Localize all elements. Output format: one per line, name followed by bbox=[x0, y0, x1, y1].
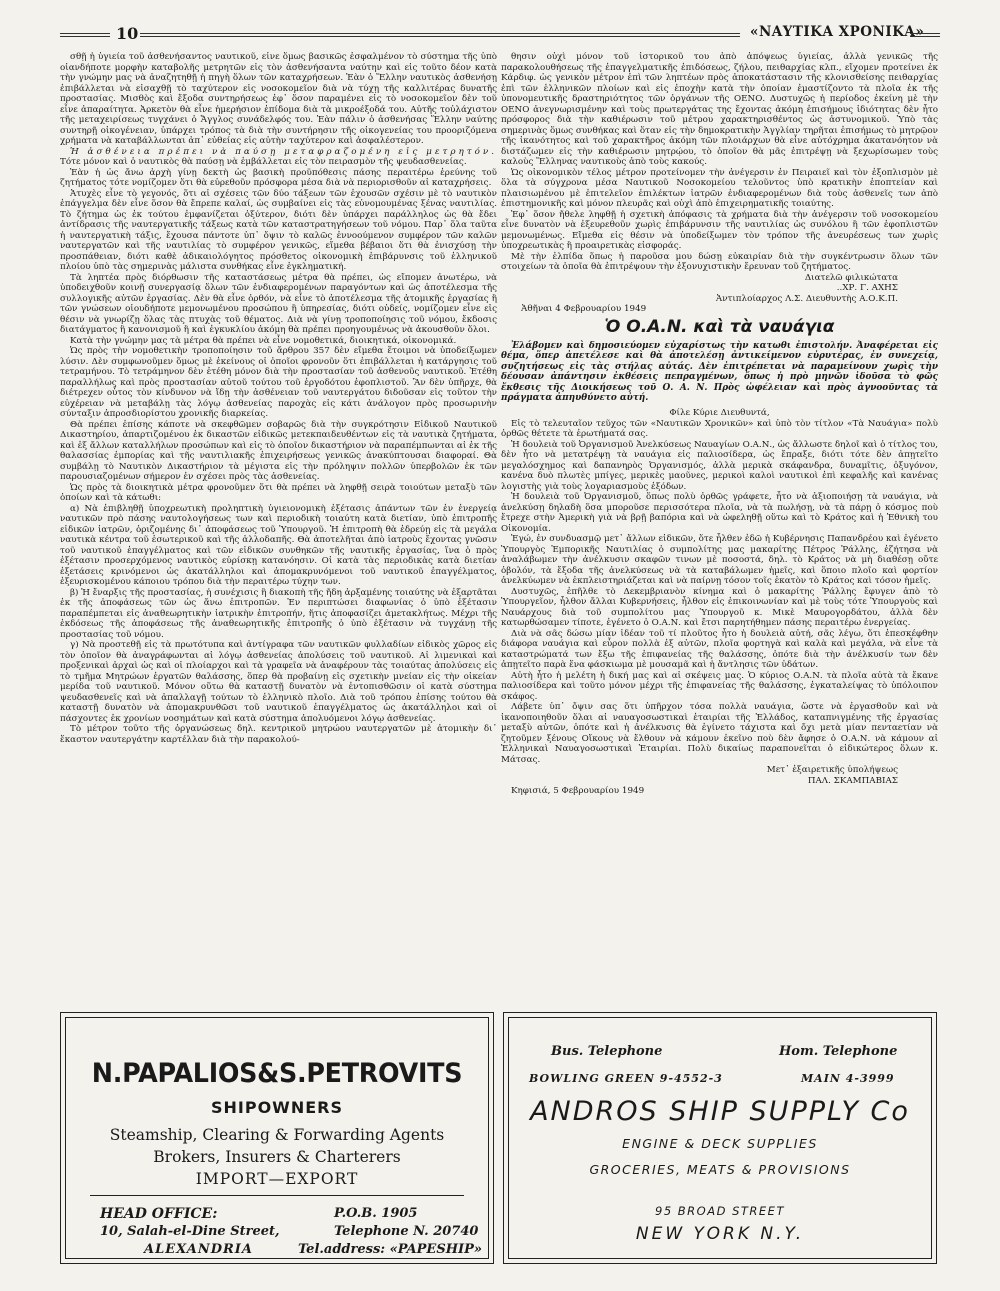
paragraph: Ἐὰν ἡ ὡς ἄνω ἀρχὴ γίνῃ δεκτὴ ὡς βασικὴ προϋπόθεσις πάσης περαιτέρω ἐρεύνης τοῦ ζητήματος τότε νομίζομεν ὅτι θὰ εὑρεθοῦν πρόσφορα μέσα διὰ νὰ περιορισθοῦν αἱ καταχρήσεις. bbox=[60, 167, 497, 188]
ad-service-line: IMPORT—EXPORT bbox=[195, 1170, 359, 1188]
letter-place-date: Κηφισιά, 5 Φεβρουαρίου 1949 bbox=[511, 786, 645, 797]
ad-company-name: ANDROS SHIP SUPPLY Co bbox=[530, 1096, 910, 1127]
ad-inner-border bbox=[65, 1017, 489, 1259]
ad-service-line: Steamship, Clearing & Forwarding Agents bbox=[109, 1126, 445, 1144]
letter-closing: Μετ᾽ ἐξαιρετικῆς ὑπολήψεως bbox=[766, 765, 898, 776]
left-column bbox=[60, 52, 497, 1010]
header-rule-right bbox=[910, 33, 940, 37]
ad-bus-number: BOWLING GREEN 9-4552-3 bbox=[529, 1072, 723, 1085]
ad-service-line: ENGINE & DECK SUPPLIES bbox=[622, 1136, 818, 1151]
ad-po-box: P.O.B. 1905 bbox=[334, 1206, 418, 1221]
ad-subtitle: SHIPOWNERS bbox=[210, 1098, 343, 1117]
letter-paragraph: Λάβετε ὑπ᾽ ὄψιν σας ὅτι ὑπῆρχον τόσα πολλὰ ναυάγια, ὥστε νὰ ἐργασθοῦν καὶ νὰ ἱκανοποιηθοῦν ὅλαι αἱ ναυαγοσωστικαὶ ἑταιρίαι τῆς Ἑλλάδος, καταπνιγμένης τῆς ἐργασίας μεταξὺ αὐτῶν, ὁπότε καὶ ἡ ἀνέλκυσις θὰ ἐγίνετο τάχιστα καὶ ὄχι μετὰ μίαν πενταετίαν νὰ ζητοῦμεν ξένους Οἴκους νὰ ἔλθουν νὰ κάμουν ἐκεῖνο ποὺ δὲν ἄφησε ὁ Ο.Α.Ν. νὰ κάμουν αἱ Ἑλληνικαὶ Ναυαγοσωστικαὶ Ἑταιρίαι. Πολὺ δικαίως παραπονεῖται ὁ εἰδικώτερος ὅλων κ. Μάτσας. bbox=[501, 702, 938, 765]
paragraph: Τὸ μέτρον τοῦτο τῆς ὀργανώσεως δηλ. κεντρικοῦ μητρώου ναυτεργατῶν μὲ ἀτομικὴν δι᾽ ἕκαστον ναυτεργάτην καρτέλλαν διὰ τὴν παρακολού- bbox=[60, 724, 497, 745]
paragraph: Θὰ πρέπει ἐπίσης κάποτε νὰ σκεφθῶμεν σοβαρῶς διὰ τὴν συγκρότησιν Εἰδικοῦ Ναυτικοῦ Δικαστηρίου, ἀπαρτιζομένου ἐκ δικαστῶν εἰδικῶς μετεκπαιδευθέντων εἰς τὰ ναυτικὰ ζητήματα, καὶ ἐξ ἄλλων καταλλήλων προσώπων καὶ εἰς τὸ ὁποῖον δικαστήριον νὰ παραπέμπωνται αἱ ἐκ τῆς θαλασσίας ἐμπορίας καὶ τῆς ναυτιλιακῆς ἐπιχειρήσεως γενικῶς ἀνακύπτουσαι διαφοραί. Θὰ συμβάλῃ τὸ Ναυτικὸν Δικαστήριον τὰ μέγιστα εἰς τὴν πρόληψιν πολλῶν ὑπερβολῶν ἐκ τῶν παρουσιαζομένων σήμερον ἐν σχέσει πρὸς τὰς ἀσθενείας. bbox=[60, 419, 497, 482]
right-column bbox=[501, 52, 938, 972]
ad-service-line: GROCERIES, MEATS & PROVISIONS bbox=[589, 1162, 851, 1177]
advertisement-papalios bbox=[60, 1012, 494, 1264]
ad-company-name: N.PAPALIOS&S.PETROVITS bbox=[91, 1058, 463, 1089]
signature-name: ..ΧΡ. Γ. ΑΧΗΣ bbox=[836, 283, 898, 293]
paragraph: β) Ἡ ἔναρξις τῆς προστασίας, ἡ συνέχισις ἢ διακοπὴ τῆς ἤδη ἀρξαμένης τοιαύτης νὰ ἐξαρτᾶται ἐκ τῆς ἀποφάσεως τῶν ὡς ἄνω ἐπιτροπῶν. Ἐν περιπτώσει διαφωνίας ὁ ὑπὸ ἐξέτασιν παραπέμπεται εἰς ἀναθεωρητικὴν ἰατρικὴν ἐπιτροπήν, ἥτις ἀποφασίζει ἀμετακλήτως. Μέχρι τῆς ἐκδόσεως τῆς ἀποφάσεως τῆς ἀναθεωρητικῆς ἐπιτροπῆς ὁ ὑπὸ ἐξέτασιν νὰ τυγχάνῃ τῆς προστασίας τοῦ νόμου. bbox=[60, 587, 497, 640]
advertisement-andros bbox=[503, 1012, 937, 1264]
paragraph: Μὲ τὴν ἐλπίδα ὅπως ἡ παροῦσα μου δώσῃ εὐκαιρίαν διὰ τὴν συγκέντρωσιν ὅλων τῶν στοιχείων τὰ ὁποῖα θὰ ἐπιτρέψουν τὴν ἐξονυχιστικὴν ἔρευναν τοῦ ζητήματος. bbox=[501, 251, 938, 272]
ad-bus-telephone-label: Bus. Telephone bbox=[551, 1044, 663, 1059]
paragraph: Τὰ ληπτέα πρὸς διόρθωσιν τῆς καταστάσεως μέτρα θὰ πρέπει, ὡς εἴπομεν ἀνωτέρω, νὰ ὑποδειχθοῦν κοινῇ συνεργασίᾳ ὅλων τῶν ἐνδιαφερομένων παραγόντων καὶ ὡς ἀποτέλεσμα τῆς συλλογικῆς αὐτῶν ἐργασίας. Δὲν θὰ εἶνε ὀρθόν, νὰ εἶνε τὸ ἀποτέλεσμα τῆς ἀτομικῆς ἐργασίας ἢ τῶν γνώσεων οἱουδήποτε μεμονωμένου προσώπου ἢ ὑπηρεσίας, διότι οὐδείς, νομίζομεν εἶνε εἰς θέσιν νὰ γνωρίζῃ ὅλας τὰς πτυχὰς τοῦ θέματος. Διὰ νὰ γίνῃ τροποποίησις τοῦ νόμου, ἔκδοσις διατάγματος ἢ κανονισμοῦ ἢ καὶ ἐγκυκλίου ἀκόμη θὰ πρέπει προηγουμένως νὰ ἀκουσθοῦν ὅλοι. bbox=[60, 272, 497, 335]
ad-hom-number: MAIN 4-3999 bbox=[801, 1072, 895, 1085]
paragraph: Ὡς πρὸς τὴν νομοθετικὴν τροποποίησιν τοῦ ἄρθρου 357 δὲν εἴμεθα ἕτοιμοι νὰ ὑποδείξωμεν λύσιν. Δὲν συμφωνοῦμεν ὅμως μὲ ἐκείνους οἱ ὁποῖοι φρονοῦν ὅτι ἐπιβάλλεται ἡ κατάργησις τοῦ τετραμήνου. Τὸ τετράμηνον δὲν ἐτέθη μόνον διὰ τὴν προστασίαν τοῦ ἀσθενοῦς ναυτικοῦ. Ἐτέθη παραλλήλως καὶ πρὸς προστασίαν αὐτοῦ τούτου τοῦ ἐργοδότου ἐφοπλιστοῦ. Ἂν δὲν ὑπῆρχε, θὰ διέτρεχεν οὗτος τὸν κίνδυνον νὰ ἴδῃ τὴν ἀσθένειαν τοῦ ναυτεργάτου διδοῦσαν εἰς τοῦτον τὴν εὐχέρειαν νὰ μεταβάλῃ τὰς λόγῳ ἀσθενείας παροχὰς εἰς κάτι ἀνάλογον πρὸς προσωρινὴν σύνταξιν ἀπροσδιορίστου χρονικῆς διαρκείας. bbox=[60, 346, 497, 419]
page-number: 10 bbox=[116, 24, 139, 43]
ad-address: 95 BROAD STREET bbox=[655, 1204, 785, 1218]
paragraph: Ἐφ᾽ ὅσον ἤθελε ληφθῇ ἡ σχετικὴ ἀπόφασις τὰ χρήματα διὰ τὴν ἀνέγερσιν τοῦ νοσοκομείου εἶνε δυνατὸν νὰ ἐξευρεθοῦν χωρὶς ἐπιβάρυνσιν τῆς ναυτιλίας ὡς συνόλου ἢ τῶν ἐφοπλιστῶν μεμονωμένως. Εἴμεθα εἰς θέσιν νὰ ὑποδείξωμεν τὸν τρόπον τῆς ἀνευρέσεως των χωρὶς ὑποχρεωτικὰς ἢ προαιρετικὰς εἰσφοράς. bbox=[501, 209, 938, 251]
signature-title: Ἀντιπλοίαρχος Λ.Σ. Διευθυντὴς Α.Ο.Κ.Π. bbox=[715, 293, 898, 304]
header-rule-middle bbox=[140, 33, 740, 37]
ad-hom-telephone-label: Hom. Telephone bbox=[779, 1044, 898, 1059]
paragraph: γ) Νὰ προστεθῇ εἰς τὰ πρωτότυπα καὶ ἀντίγραφα τῶν ναυτικῶν φυλλαδίων εἰδικὸς χῶρος εἰς τὸν ὁποῖον θὰ ἀναγράφωνται αἱ λόγῳ ἀσθενείας ἀπολύσεις τοῦ ναυτικοῦ. Αἱ λιμενικαὶ καὶ προξενικαὶ ἀρχαὶ ὡς καὶ οἱ πλοίαρχοι καὶ τὰ γραφεῖα νὰ ἀναφέρουν τὰς τοιαύτας ἀπολύσεις εἰς τὸ τμῆμα Μητρώων ἐργατῶν θαλάσσης, ὅπερ θὰ προβαίνῃ εἰς σχετικὴν μνείαν εἰς τὴν οἰκείαν μερίδα τοῦ ναυτικοῦ. Μόνον οὕτω θὰ καταστῇ δυνατὸν νὰ ἐντοπισθῶσιν οἱ κατὰ σύστημα ψευδασθενεῖς καὶ νὰ ἀπαλλαγῇ τούτων τὸ ἑλληνικὸ πλοῖο. Διὰ τοῦ τρόπου ἐπίσης τούτου θὰ καταστῇ δυνατὸν νὰ ἀπομακρυνθῶσι τοῦ ναυτικοῦ ἐπαγγέλματος ὡς ἀκατάλληλοι καὶ οἱ πάσχοντες ἐκ χρονίων νοσημάτων καὶ κατὰ σύστημα ἀπολυόμενοι λόγῳ ἀσθενείας. bbox=[60, 640, 497, 724]
article-title: Ὁ Ο.Α.Ν. καὶ τὰ ναυάγια bbox=[604, 316, 835, 337]
spaced-phrase: Ἡ ἀσθένεια πρέπει νὰ παύσῃ μεταφραζομένη εἰς μετρητόν. bbox=[70, 146, 497, 157]
paragraph: Ὡς πρὸς τὰ διοικητικὰ μέτρα φρονοῦμεν ὅτι θὰ πρέπει νὰ ληφθῇ σειρὰ τοιούτων μεταξὺ τῶν ὁποίων καὶ τὰ κάτωθι: bbox=[60, 482, 497, 503]
paragraph: Κατὰ τὴν γνώμην μας τὰ μέτρα θὰ πρέπει νὰ εἶνε νομοθετικά, διοικητικά, οἰκονομικά. bbox=[70, 335, 457, 346]
paragraph: Ὡς οἰκονομικὸν τέλος μέτρον προτείνομεν τὴν ἀνέγερσιν ἐν Πειραιεῖ καὶ τὸν ἐξοπλισμὸν μὲ ὅλα τὰ σύγχρονα μέσα Ναυτικοῦ Νοσοκομείου τελοῦντος ὑπὸ κρατικὴν ἐποπτείαν καὶ πλαισιωμένου μὲ ἐπιτελεῖον ἐπιλέκτων ἰατρῶν ἐνδιαφερομένων διὰ τοὺς ἀσθενεῖς των ἀπὸ ἐπιστημονικῆς καὶ μόνον πλευρᾶς καὶ οὐχὶ ἀπὸ ἐπιχειρηματικῆς τοιαύτης. bbox=[501, 167, 938, 209]
letter-paragraph: Ἡ δουλειὰ τοῦ Ὀργανισμοῦ Ἀνελκύσεως Ναυαγίων Ο.Α.Ν., ὡς ἄλλωστε δηλοῖ καὶ ὁ τίτλος του, δὲν ἦτο νὰ μετατρέψῃ τὰ ναυάγια εἰς παλιοσίδερα, ὡς ἔπραξε, διότι τότε δὲν ἀπῃτεῖτο μεγαλόσχημος καὶ δαπανηρὸς Ὀργανισμός, ἀλλὰ μερικὰ σκάφανδρα, δυναμῖτις, ὀξυγόνον, κανένα δυὸ πλωτὲς μπίγες, μερικὲς μαοῦνες, μερικοὶ καλοὶ ναυτικοὶ ἐπὶ κεφαλῆς καὶ κανένας λογιστὴς γιὰ τοὺς λογαριασμοὺς ἐξόδων. bbox=[501, 439, 938, 492]
letter-paragraph: Αὐτὴ ἦτο ἡ μελέτη ἡ δική μας καὶ αἱ σκέψεις μας. Ὁ κύριος Ο.Α.Ν. τὰ πλοῖα αὐτὰ τὰ ἔκανε παλιοσίδερα καὶ τοῦτο μόνον μέχρι τῆς ἐπιφανείας τῆς θαλάσσης, ἐγκαταλείψας τὸ ὑπόλοιπον σκάφος. bbox=[501, 670, 938, 702]
salutation: Φίλε Κύριε Διευθυντά, bbox=[669, 408, 770, 419]
letter-paragraph: Δυστυχῶς, ἐπῆλθε τὸ Δεκεμβριανὸν κίνημα καὶ ὁ μακαρίτης Ῥάλλης ἔφυγεν ἀπὸ τὸ Ὑπουργεῖον, ἦλθον ἄλλαι Κυβερνήσεις, ἦλθον εἰς ἐπικοινωνίαν καὶ μὲ τοὺς τότε Ὑπουργοὺς καὶ Ναυάρχους διὰ τοῦ συμπολίτου μας Ὑπουργοῦ κ. Μικὲ Μαυρογορδάτου, ἀλλὰ δὲν κατωρθώσαμεν τίποτε, ἐγένετο ὁ Ο.Α.Ν. καὶ ἔτσι παρητήθημεν πάσης περαιτέρω ἐνεργείας. bbox=[501, 586, 938, 629]
ad-divider bbox=[90, 1195, 464, 1196]
letter-paragraph: Ἐγώ, ἐν συνδυασμῷ μετ᾽ ἄλλων εἰδικῶν, ὅτε ἦλθεν ἐδῶ ἡ Κυβέρνησις Παπανδρέου καὶ ἐγένετο Ὑπουργὸς Ἐμπορικῆς Ναυτιλίας ὁ συμπολίτης μας μακαρίτης Πέτρος Ῥάλλης, ἐζήτησα νὰ ἀναλάβωμεν τὴν ἀνέλκυσιν σκαφῶν τινων μὲ ποσοστά, δηλ. τὸ Κράτος νὰ μὴ διαθέσῃ οὔτε ὀβολόν, τὰ ἔξοδα τῆς ἀνελκύσεως νὰ τὰ καταβάλωμεν ἡμεῖς, καὶ ὅποιο πλοῖο καὶ φορτίον ἀνελκύωμεν νὰ ἐκπλειστηριάζεται καὶ νὰ παίρνῃ τόσον τοῖς ἑκατὸν τὸ Κράτος καὶ τόσον ἡμεῖς. bbox=[501, 534, 938, 587]
signature-closing: Διατελῶ φιλικώτατα bbox=[804, 272, 898, 283]
signature-place-date: Ἀθῆναι 4 Φεβρουαρίου 1949 bbox=[521, 304, 647, 314]
paragraph-continuation: Τότε μόνον καὶ ὁ ναυτικὸς θὰ παύσῃ νὰ ἐμβάλλεται εἰς τὸν πειρασμὸν τῆς ψευδασθενείας. bbox=[60, 157, 467, 167]
ad-city: ALEXANDRIA bbox=[144, 1242, 253, 1257]
ad-street: 10, Salah-el-Dine Street, bbox=[100, 1224, 280, 1239]
paragraph: Ἀτυχὲς εἶνε τὸ γεγονός, ὅτι αἱ σχέσεις τῶν δύο τάξεων τῶν ἐχουσῶν σχέσιν μὲ τὸ ναυτικὸν ἐπάγγελμα δὲν εἶνε ὅσον θὰ ἔπρεπε καλαί, ὡς συμβαίνει εἰς τὰς εὐνομουμένας ξένας ναυτιλίας. Τὸ ζήτημα ὡς ἐκ τούτου ἐμφανίζεται ὀξύτερον, διότι δὲν ὑπάρχει παράλληλος ὡς θὰ ἔδει ἀντίδρασις τῆς ναυτεργατικῆς τάξεως κατὰ τῶν καταστρατηγήσεων τοῦ νόμου. Παρ᾽ ὅλα ταῦτα ἡ ναυτεργατικὴ τάξις, ἔχουσα πάντοτε ὑπ᾽ ὄψιν τὸ καλῶς ἐννοούμενον συμφέρον τῶν καλῶν ναυτεργατῶν καὶ τῆς ναυτιλίας τὸ συμφέρον γενικῶς, εἴμεθα βέβαιοι ὅτι θὰ ἐνισχύσῃ τὴν προσπάθειαν, διότι καθὲ ἀδικαιολόγητος πρόσθετος οἰκονομικὴ ἐπιβάρυνσις τοῦ ἑλληνικοῦ πλοίου ὑπὸ τὰς σημερινὰς μάλιστα συνθήκας εἶνε ἐγκληματική. bbox=[60, 188, 497, 272]
paragraph-spaced bbox=[60, 147, 497, 168]
paragraph: θησιν οὐχὶ μόνον τοῦ ἱστορικοῦ του ἀπὸ ἀπόψεως ὑγιείας, ἀλλὰ γενικῶς τῆς παρακολουθήσεως τῆς ἐπαγγελματικῆς ἐπιδόσεως, ζήλου, πειθαρχίας κλπ., εἴχομεν προτείνει ἐκ Κάρδιφ. ὡς γενικὸν μέτρον ἐπὶ τῶν ληπτέων πρὸς ἀποκατάστασιν τῆς κλονισθείσης πειθαρχίας ἐπὶ τῶν ἑλληνικῶν πλοίων καὶ εἰς ἐποχὴν κατὰ τὴν ὁποίαν ἐμαστίζοντο τὰ πλοῖα ἐκ τῆς ὑπονομευτικῆς δραστηριότητος τῶν ὀργάνων τῆς ΟΕΝΟ. Δυστυχῶς ἡ περίοδος ἐκείνη μὲ τὴν ΟΕΝΟ ἀνεγνωρισμένην καὶ τοὺς πρωτεργάτας της ἔχοντας ἀκόμη ἐπισήμους ἰδιότητας δὲν ἦτο πρόσφορος διὰ τὴν καθιέρωσιν τοῦ μέτρου χαρακτηρισθέντος ὡς ἀστυνομικοῦ. Ὑπὸ τὰς σημερινὰς ὅμως συνθήκας καὶ ὅταν εἰς τὴν δημοκρατικὴν Ἀγγλίαν τηρῆται ἐπισήμως τὸ μητρῷον τῆς ἱκανότητος καὶ τοῦ χαρακτῆρος ἀκόμη τῶν πλοιάρχων θὰ εἶνε αὐτόχρημα ἀκατανόητον νὰ διστάζωμεν εἰς τὴν καθιέρωσιν μητρῴου, τὸ ὁποῖον θὰ μᾶς ἐπιτρέψῃ νὰ ξεχωρίσωμεν τοὺς καλοὺς Ἕλληνας ναυτικοὺς ἀπὸ τοὺς κακούς. bbox=[501, 52, 938, 167]
letter-name: ΠΑΛ. ΣΚΑΜΠΑΒΙΑΣ bbox=[807, 775, 898, 786]
ad-city: NEW YORK N.Y. bbox=[635, 1224, 805, 1244]
page-header bbox=[60, 24, 940, 46]
paragraph: α) Νὰ ἐπιβληθῇ ὑποχρεωτικὴ προληπτικὴ ὑγιειονομικὴ ἐξέτασις ἁπάντων τῶν ἐν ἐνεργείᾳ ναυτικῶν πρὸ πάσης ναυτολογήσεως των καὶ περιοδικὴ τοιαύτη κατὰ διετίαν, ὑπὸ ἐπιτροπῆς εἰδικῶν ἰατρῶν, ὁριζομένης δι᾽ ἀποφάσεως τοῦ Ὑπουργοῦ. Ἡ ἐπιτροπὴ θὰ ἑδρεύῃ εἰς τὰ μεγάλα ναυτικὰ κέντρα τοῦ ἐσωτερικοῦ καὶ τῆς ἀλλοδαπῆς. Θὰ ἀποτελῆται ἀπὸ ἰατροὺς ἔχοντας γνῶσιν τοῦ ναυτικοῦ ἐπαγγέλματος καὶ τῶν εἰδικῶν συνθηκῶν τῆς ναυτικῆς ἐργασίας, ἵνα ὁ πρὸς ἐξέτασιν προσερχόμενος ναυτικὸς εὑρίσκῃ κατανόησιν. Οἱ κατὰ τὰς περιοδικὰς κατὰ διετίαν ἐξετάσεις κρινόμενοι ὡς ἀκατάλληλοι καὶ ἀπομακρυνόμενοι τοῦ ναυτικοῦ ἐπαγγέλματος, ἐξευρισκομένου κάποιου τρόπου διὰ τὴν περαιτέρω τύχην των. bbox=[60, 503, 497, 587]
paragraph: σθῇ ἡ ὑγιεία τοῦ ἀσθενήσαντος ναυτικοῦ, εἶνε ὅμως βασικῶς ἐσφαλμένον τὸ σύστημα τῆς ὑπὸ οἱανδήποτε μορφὴν καταβολῆς μετρητῶν εἰς τὸν ἀσθενήσαντα ναύτην καὶ εἰς τοῦτο δέον κατὰ τὴν γνώμην μας νὰ ἀναζητηθῇ ἡ πηγὴ ὅλων τῶν καταχρήσεων. Ἐὰν ὁ Ἕλλην ναυτικὸς ἀσθενήσῃ ἐπιβάλλεται νὰ εἰσαχθῇ τὸ ταχύτερον εἰς νοσοκομεῖον διὰ νὰ τύχῃ τῆς καλλιτέρας δυνατῆς προστασίας. Μισθὸς καὶ ἔξοδα συντηρήσεως ἐφ᾽ ὅσον παραμένει εἰς τὸ νοσοκομεῖον δὲν τοῦ εἶνε ἀπαραίτητα. Ἀρκετὸν θὰ εἶνε ἡμερήσιον ἐπίδομα διὰ τὰ μικροέξοδά του. Αὐτῆς τοὐλάχιστον τῆς μεταχειρίσεως τυγχάνει ὁ Ἄγγλος συνάδελφός του. Ἐὰν πάλιν ὁ ἀσθενήσας Ἕλλην ναύτης συντηρῇ οἰκογένειαν, ὑπάρχει τρόπος τὰ διὰ τὴν συντήρησιν τῆς οἰκογενείας του προοριζόμενα χρήματα νὰ καταβάλλωνται ἀπ᾽ εὐθείας εἰς αὐτὴν ταχύτερον καὶ ἀσφαλέστερον. bbox=[60, 52, 497, 146]
letter-paragraph: Ἡ δουλειὰ τοῦ Ὀργανισμοῦ, ὅπως πολὺ ὀρθῶς γράφετε, ἦτο νὰ ἀξιοποιήσῃ τὰ ναυάγια, νὰ ἀνελκύσῃ δηλαδὴ ὅσα μποροῦσε περισσότερα πλοῖα, νὰ τὰ πωλήσῃ, νὰ τὰ πάρῃ ὁ κόσμος ποὺ ἔτρεχε στὴν Ἀμερικὴ γιὰ νὰ βρῇ βαπόρια καὶ νὰ ὠφεληθῇ οὕτω καὶ τὸ Κράτος καὶ ἡ Ἐθνικὴ του Οἰκονομία. bbox=[501, 492, 938, 534]
ad-service-line: Brokers, Insurers & Charterers bbox=[153, 1148, 401, 1166]
article-intro: Ἐλάβομεν καὶ δημοσιεύομεν εὐχαρίστως τὴν κατωθι ἐπιστολήν. Ἀναφέρεται εἰς θέμα, ὅπερ ἀπετέλεσε καὶ θὰ ἀποτελέσῃ ἀντικείμενον εὐρυτέρας, ἐν συνεχείᾳ, συζητήσεως εἰς τὰς στήλας αὐτάς. Δὲν ἐπιτρέπεται νὰ παραμείνουν χωρὶς τὴν δέουσαν ἀπάντησιν ἐκθέσεις πεπραγμένων, ὅπως ἡ πρὸ μηνῶν ἰδοῦσα τὸ φῶς ἔκθεσις τῆς Διοικήσεως τοῦ Ο. Α. Ν. Πρὸς ὠφέλειαν καὶ πρὸς ἀγνοοῦντας τὰ πράγματα ἀπηυθύνετο αὐτή. bbox=[501, 340, 938, 404]
letter-paragraph: Εἰς τὸ τελευταῖον τεῦχος τῶν «Ναυτικῶν Χρονικῶν» καὶ ὑπὸ τὸν τίτλον «Τὰ Ναυάγια» πολὺ ὀρθῶς θέτετε τὰ ἐρωτήματά σας. bbox=[501, 418, 938, 440]
ad-inner-border bbox=[508, 1017, 932, 1259]
masthead: «ΝΑΥΤΙΚΑ ΧΡΟΝΙΚΑ» bbox=[750, 24, 925, 40]
letter-paragraph: Διὰ νὰ σᾶς δώσω μίαν ἰδέαν τοῦ τί πλοῦτος ἦτο ἡ δουλειὰ αὐτή, σᾶς λέγω, ὅτι ἐπεσκέφθην διάφορα ναυάγια καὶ εὗρον πολλὰ ἐξ αὐτῶν, πλοῖα φορτηγὰ καὶ καλὰ καὶ μεγάλα, νὰ εἶνε τὰ καταστρώματά των ἔξω τῆς ἐπιφανείας τῆς θαλάσσης, ὁπότε διὰ τὴν ἀνέλκυσίν των δὲν ἀπῃτεῖτο παρὰ ἕνα φάσκιωμα μὲ μουσαμᾶ καὶ ἡ ἄντλησις τῶν ὑδάτων. bbox=[501, 628, 938, 671]
ad-tel-address: Tel.address: «PAPESHIP» bbox=[298, 1242, 482, 1257]
ad-head-office-label: HEAD OFFICE: bbox=[100, 1206, 218, 1222]
ad-telephone: Telephone N. 20740 bbox=[334, 1224, 479, 1239]
header-rule-left bbox=[60, 33, 110, 37]
